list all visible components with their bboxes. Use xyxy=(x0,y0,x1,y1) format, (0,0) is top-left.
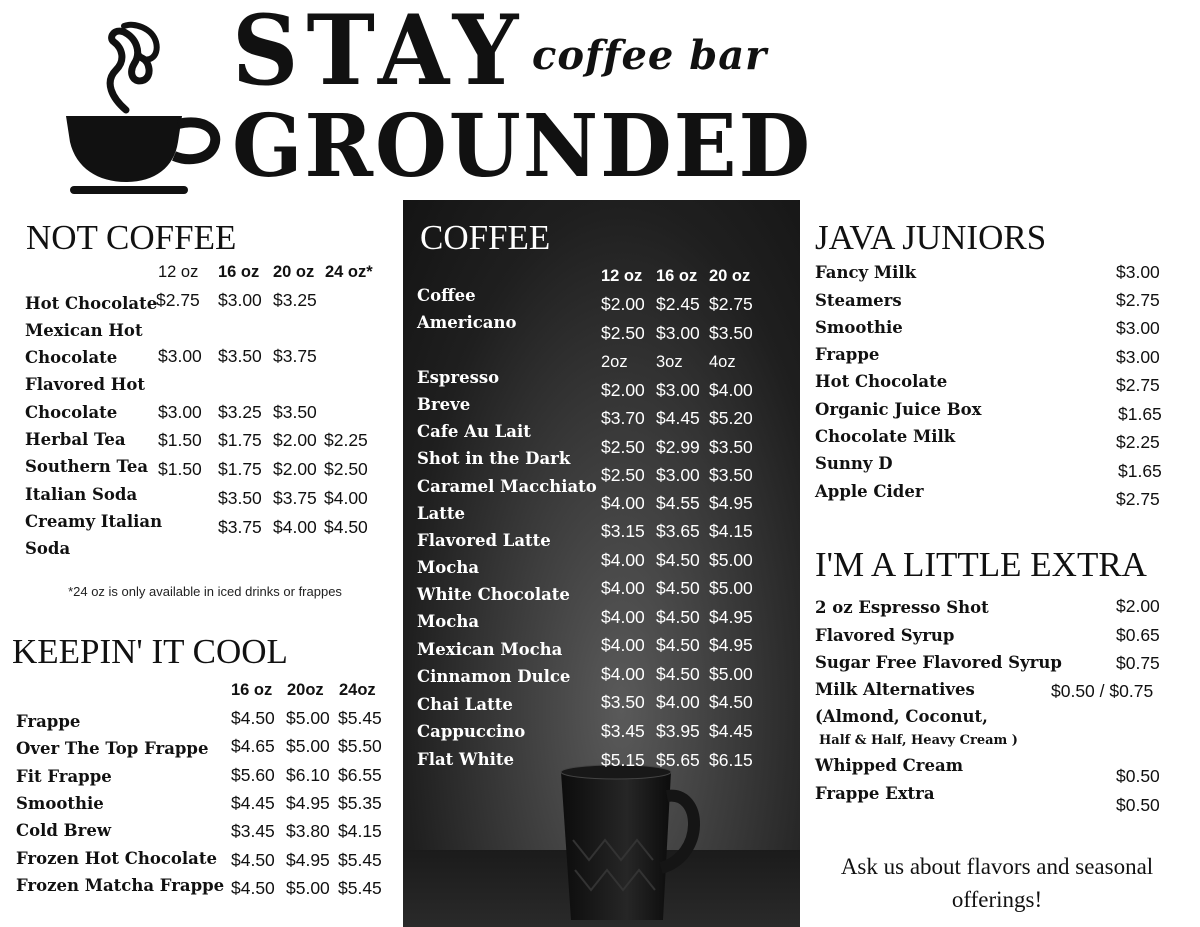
size-header: 12 oz xyxy=(601,267,643,285)
menu-item-name: Frappe xyxy=(815,345,880,364)
menu-item-price: $3.00 xyxy=(1116,318,1160,338)
menu-item-price: $4.00 xyxy=(656,692,700,712)
menu-item-price: $2.50 xyxy=(601,323,645,343)
menu-item-price: $3.00 xyxy=(158,402,202,422)
menu-item-price: $5.00 xyxy=(709,578,753,598)
menu-item-price: $4.95 xyxy=(709,635,753,655)
menu-item-name: Frozen Matcha Frappe xyxy=(16,876,225,895)
steam-swirl-icon xyxy=(110,31,149,110)
menu-item-name: Fit Frappe xyxy=(16,767,112,786)
menu-item-price: $2.45 xyxy=(656,294,700,314)
keepin-cool-title: KEEPIN' IT COOL xyxy=(12,632,288,671)
menu-item-price: $3.50 xyxy=(218,346,262,366)
menu-item-price: $5.45 xyxy=(338,850,382,870)
menu-item-price: $4.50 xyxy=(656,664,700,684)
menu-item-price: $2.75 xyxy=(1116,290,1160,310)
menu-item-name: Frozen Hot Chocolate xyxy=(16,849,217,868)
menu-item-name: Mexican Hot xyxy=(25,321,143,340)
menu-item-price: $3.50 xyxy=(601,692,645,712)
menu-item-price: $4.00 xyxy=(709,380,753,400)
size-header: 16 oz xyxy=(656,267,698,285)
size-header: 12 oz xyxy=(158,263,199,281)
menu-item-name: Steamers xyxy=(815,291,902,310)
menu-item-price: $4.00 xyxy=(601,578,645,598)
menu-item-name: Chocolate xyxy=(25,403,118,422)
menu-item-name: Mexican Mocha xyxy=(417,640,563,659)
menu-item-price: $4.00 xyxy=(601,664,645,684)
menu-item-price: $6.55 xyxy=(338,765,382,785)
size-header: 16 oz xyxy=(218,263,260,281)
menu-item-name: Espresso xyxy=(417,368,500,387)
menu-item-price: $4.50 xyxy=(656,550,700,570)
menu-item-price: $3.00 xyxy=(656,380,700,400)
menu-item-name: Latte xyxy=(417,504,466,523)
menu-item-name: Apple Cider xyxy=(815,482,924,501)
menu-item-price: $3.25 xyxy=(273,290,317,310)
menu-item-price: $2.50 xyxy=(324,459,368,479)
menu-item-price: $5.65 xyxy=(656,750,700,770)
menu-item-price: $5.20 xyxy=(709,408,753,428)
menu-item-price: $3.45 xyxy=(231,821,275,841)
menu-item-price: $4.00 xyxy=(601,493,645,513)
menu-item-price: $4.00 xyxy=(601,550,645,570)
menu-item-price: $1.75 xyxy=(218,430,262,450)
menu-item-name: Frappe Extra xyxy=(815,784,935,803)
menu-item-price: $5.45 xyxy=(338,708,382,728)
size-header: 20oz xyxy=(287,681,324,699)
menu-item-price: $3.80 xyxy=(286,821,330,841)
menu-item-price: $2.99 xyxy=(656,437,700,457)
menu-item-name: Italian Soda xyxy=(25,485,138,504)
menu-item-price: $1.65 xyxy=(1118,404,1162,424)
menu-item-price: $1.65 xyxy=(1118,461,1162,481)
milk-alt-note-line1: (Almond, Coconut, xyxy=(815,707,988,726)
menu-item-price: $3.75 xyxy=(273,346,317,366)
menu-item-price: $4.00 xyxy=(601,607,645,627)
menu-item-name: Flavored Latte xyxy=(417,531,551,550)
brand-word-stay: STAY xyxy=(232,0,527,107)
size-header: 2oz xyxy=(601,353,628,371)
menu-item-name: Chocolate Milk xyxy=(815,427,956,446)
menu-item-price: $2.75 xyxy=(709,294,753,314)
menu-item-price: $3.00 xyxy=(218,290,262,310)
menu-item-price: $4.00 xyxy=(601,635,645,655)
menu-item-price: $2.00 xyxy=(1116,596,1160,616)
size-footnote: *24 oz is only available in iced drinks or frappes xyxy=(68,584,342,599)
menu-item-name: Chai Latte xyxy=(417,695,513,714)
menu-item-price: $3.00 xyxy=(656,465,700,485)
java-juniors-title: JAVA JUNIORS xyxy=(815,218,1047,257)
menu-item-price: $5.35 xyxy=(338,793,382,813)
menu-item-name: Breve xyxy=(417,395,471,414)
menu-item-price: $3.95 xyxy=(656,721,700,741)
menu-item-name: Soda xyxy=(25,539,71,558)
menu-item-price: $3.50 xyxy=(709,437,753,457)
menu-item-price: $4.50 xyxy=(709,692,753,712)
menu-item-name: Coffee xyxy=(417,286,476,305)
menu-item-price: $5.00 xyxy=(709,664,753,684)
menu-item-price: $2.00 xyxy=(273,459,317,479)
menu-item-name: Frappe xyxy=(16,712,81,731)
menu-item-price: $5.00 xyxy=(709,550,753,570)
menu-item-price: $4.15 xyxy=(338,821,382,841)
menu-item-name: Smoothie xyxy=(16,794,104,813)
menu-item-price: $4.95 xyxy=(709,493,753,513)
menu-item-price: $6.10 xyxy=(286,765,330,785)
menu-item-price: $3.00 xyxy=(1116,347,1160,367)
size-header: 16 oz xyxy=(231,681,273,699)
menu-item-price: $3.75 xyxy=(273,488,317,508)
menu-item-name: Whipped Cream xyxy=(815,756,964,775)
menu-item-price: $3.00 xyxy=(1116,262,1160,282)
menu-item-price: $4.50 xyxy=(656,635,700,655)
menu-item-price: $3.50 xyxy=(218,488,262,508)
closing-line-1: Ask us about flavors and seasonal xyxy=(840,854,1154,879)
not-coffee-title: NOT COFFEE xyxy=(26,218,237,257)
menu-item-price: $4.50 xyxy=(656,578,700,598)
menu-item-name: White Chocolate xyxy=(417,585,570,604)
menu-item-price: $4.00 xyxy=(324,488,368,508)
menu-item-name: Flavored Syrup xyxy=(815,626,955,645)
menu-item-name: Cold Brew xyxy=(16,821,112,840)
menu-item-name: Fancy Milk xyxy=(815,263,917,282)
menu-item-price: $4.95 xyxy=(286,850,330,870)
menu-item-price: $5.00 xyxy=(286,708,330,728)
menu-item-name: Cappuccino xyxy=(417,722,526,741)
menu-item-price: $4.50 xyxy=(231,850,275,870)
menu-item-price: $1.50 xyxy=(158,459,202,479)
size-header: 20 oz xyxy=(273,263,315,281)
closing-line-2: offerings! xyxy=(951,887,1043,912)
menu-item-price: $2.00 xyxy=(601,294,645,314)
coffee-title: COFFEE xyxy=(420,218,551,257)
menu-item-price: $4.45 xyxy=(656,408,700,428)
menu-item-price: $4.45 xyxy=(231,793,275,813)
menu-item-price: $4.00 xyxy=(273,517,317,537)
menu-item-name: 2 oz Espresso Shot xyxy=(815,598,989,617)
menu-item-price: $4.50 xyxy=(656,607,700,627)
menu-item-name: Shot in the Dark xyxy=(417,449,571,468)
size-header: 3oz xyxy=(656,353,683,371)
menu-item-price: $1.75 xyxy=(218,459,262,479)
menu-item-price: $6.15 xyxy=(709,750,753,770)
menu-item-price: $2.75 xyxy=(1116,375,1160,395)
menu-item-price: $0.50 xyxy=(1116,795,1160,815)
menu-item-price: $5.00 xyxy=(286,736,330,756)
coffee-panel xyxy=(403,200,800,927)
menu-item-price: $1.50 xyxy=(158,430,202,450)
menu-item-price: $4.55 xyxy=(656,493,700,513)
menu-item-price: $4.50 xyxy=(324,517,368,537)
menu-item-price: $4.50 xyxy=(231,708,275,728)
menu-item-price: $4.65 xyxy=(231,736,275,756)
menu-item-price: $0.65 xyxy=(1116,625,1160,645)
menu-item-name: Sunny D xyxy=(815,454,893,473)
menu-item-name: Smoothie xyxy=(815,318,903,337)
menu-item-price: $5.45 xyxy=(338,878,382,898)
menu-item-price: $2.25 xyxy=(324,430,368,450)
menu-item-name: Organic Juice Box xyxy=(815,400,982,419)
menu-item-price: $3.15 xyxy=(601,521,645,541)
menu-item-price: $0.50 / $0.75 xyxy=(1051,681,1154,701)
menu-item-price: $3.50 xyxy=(709,465,753,485)
menu-item-price: $4.95 xyxy=(286,793,330,813)
menu-item-price: $4.45 xyxy=(709,721,753,741)
menu-item-name: Flat White xyxy=(417,750,514,769)
menu-item-name: Southern Tea xyxy=(25,457,149,476)
menu-item-price: $3.65 xyxy=(656,521,700,541)
menu-item-name: Milk Alternatives xyxy=(815,680,975,699)
menu-item-name: Americano xyxy=(417,313,517,332)
menu-item-price: $2.00 xyxy=(273,430,317,450)
brand-word-grounded: GROUNDED xyxy=(232,96,812,197)
menu-item-price: $3.70 xyxy=(601,408,645,428)
menu-item-name: Creamy Italian xyxy=(25,512,163,531)
coffee-cup-logo-icon xyxy=(64,18,224,196)
menu-item-name: Hot Chocolate xyxy=(815,372,948,391)
menu-item-price: $2.50 xyxy=(601,437,645,457)
menu-item-name: Mocha xyxy=(417,558,480,577)
menu-item-price: $3.75 xyxy=(218,517,262,537)
menu-item-price: $3.50 xyxy=(709,323,753,343)
menu-item-name: Cinnamon Dulce xyxy=(417,667,571,686)
closing-message xyxy=(812,850,1182,916)
menu-item-price: $4.95 xyxy=(709,607,753,627)
menu-item-price: $2.75 xyxy=(1116,489,1160,509)
menu-item-price: $5.60 xyxy=(231,765,275,785)
menu-item-price: $2.00 xyxy=(601,380,645,400)
menu-item-price: $2.50 xyxy=(601,465,645,485)
menu-item-name: Mocha xyxy=(417,612,480,631)
menu-item-name: Hot Chocolate xyxy=(25,294,158,313)
menu-item-name: Chocolate xyxy=(25,348,118,367)
milk-alt-note-line2: Half & Half, Heavy Cream ) xyxy=(819,733,1018,748)
little-extra-title: I'M A LITTLE EXTRA xyxy=(815,545,1147,584)
brand-tagline: coffee bar xyxy=(532,32,768,79)
menu-item-price: $3.50 xyxy=(273,402,317,422)
menu-item-price: $5.50 xyxy=(338,736,382,756)
menu-item-price: $5.00 xyxy=(286,878,330,898)
menu-item-name: Flavored Hot xyxy=(25,375,145,394)
size-header: 24 oz* xyxy=(325,263,373,281)
menu-item-price: $3.00 xyxy=(656,323,700,343)
menu-item-name: Over The Top Frappe xyxy=(16,739,209,758)
size-header: 24oz xyxy=(339,681,376,699)
menu-item-price: $3.25 xyxy=(218,402,262,422)
menu-item-price: $2.25 xyxy=(1116,432,1160,452)
menu-item-price: $0.50 xyxy=(1116,766,1160,786)
menu-item-price: $0.75 xyxy=(1116,653,1160,673)
menu-item-price: $4.50 xyxy=(231,878,275,898)
menu-item-name: Cafe Au Lait xyxy=(417,422,531,441)
menu-item-price: $5.15 xyxy=(601,750,645,770)
menu-item-price: $3.00 xyxy=(158,346,202,366)
menu-item-price: $3.45 xyxy=(601,721,645,741)
size-header: 20 oz xyxy=(709,267,751,285)
menu-item-price: $2.75 xyxy=(156,290,200,310)
size-header: 4oz xyxy=(709,353,736,371)
menu-item-name: Caramel Macchiato xyxy=(417,477,597,496)
menu-item-name: Herbal Tea xyxy=(25,430,126,449)
menu-item-price: $4.15 xyxy=(709,521,753,541)
mug-photo-icon xyxy=(553,760,703,927)
menu-item-name: Sugar Free Flavored Syrup xyxy=(815,653,1062,672)
